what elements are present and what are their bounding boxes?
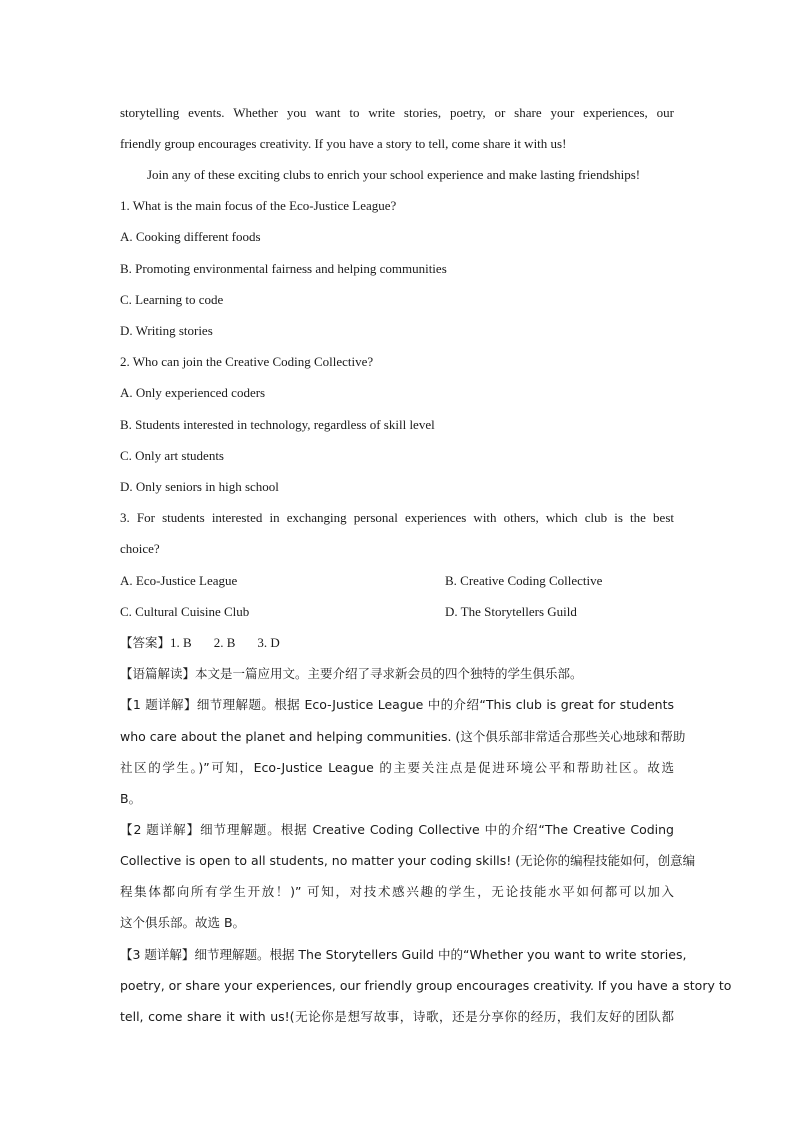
question-2-option-d: D. Only seniors in high school [120,479,279,494]
detail-3-line-2: poetry, or share your experiences, our friendly group encourages creativity. If you have a story to [120,978,732,993]
interpretation-line [120,666,674,682]
question-1-option-d: D. Writing stories [120,323,213,338]
detail-1-line-3: 社区的学生。)”可知，Eco-Justice League 的主要关注点是促进环境公平和帮助社区。故选 [120,760,674,775]
question-3-option-a: A. Eco-Justice League [120,573,238,588]
question-3-option-c: C. Cultural Cuisine Club [120,604,250,619]
question-2-option-b: B. Students interested in technology, regardless of skill level [120,417,435,432]
detail-3-text-1: 细节理解题。根据 The Storytellers Guild 中的“Whether you want to write stories, [194,947,687,962]
detail-3-line-1 [120,947,687,963]
answer-2: 2. B [213,635,236,650]
passage-line-2: friendly group encourages creativity. If you have a story to tell, come share it with us! [120,136,567,151]
detail-3-line-3: tell, come share it with us!(无论你是想写故事，诗歌，还是分享你的经历，我们友好的团队都 [120,1009,674,1024]
question-3-stem-cont: choice? [120,541,160,556]
answer-tag: 【答案】 [120,635,171,650]
interpretation-tag: 【语篇解读】 [120,666,196,681]
question-1-option-a: A. Cooking different foods [120,229,261,244]
question-3-stem: 3. For students interested in exchanging personal experiences with others, which club is the best [120,510,674,525]
detail-2-line-4: 这个俱乐部。故选 B。 [120,915,246,930]
question-2-option-c: C. Only art students [120,448,224,463]
question-3-option-d: D. The Storytellers Guild [445,604,577,619]
detail-2-line-2: Collective is open to all students, no matter your coding skills! (无论你的编程技能如何，创意编 [120,853,696,868]
detail-1-text-1: 细节理解题。根据 Eco-Justice League 中的介绍“This club is great for students [196,697,674,712]
detail-1-line-2: who care about the planet and helping communities. (这个俱乐部非常适合那些关心地球和帮助 [120,729,686,744]
question-2-option-a: A. Only experienced coders [120,385,266,400]
answer-3: 3. D [257,635,280,650]
detail-2-line-3: 程集体都向所有学生开放！)” 可知，对技术感兴趣的学生，无论技能水平如何都可以加入 [120,884,674,899]
detail-2-line-1 [120,822,674,838]
interpretation-text: 本文是一篇应用文。主要介绍了寻求新会员的四个独特的学生俱乐部。 [195,666,583,681]
question-1-option-c: C. Learning to code [120,292,224,307]
answer-1: 1. B [170,635,192,650]
passage-line-1: storytelling events. Whether you want to write stories, poetry, or share your experiences, our [120,105,674,120]
detail-2-text-1: 细节理解题。根据 Creative Coding Collective 中的介绍“The Creative Coding [200,822,674,837]
detail-3-tag: 【3 题详解】 [120,947,195,962]
question-1-stem: 1. What is the main focus of the Eco-Justice League? [120,198,397,213]
detail-2-tag: 【2 题详解】 [120,822,201,837]
detail-1-tag: 【1 题详解】 [120,697,197,712]
question-2-stem: 2. Who can join the Creative Coding Collective? [120,354,374,369]
passage-closing: Join any of these exciting clubs to enrich your school experience and make lasting friendships! [147,167,641,182]
question-3-option-b: B. Creative Coding Collective [445,573,603,588]
detail-1-line-4: B。 [120,791,142,806]
answer-line [120,635,674,651]
question-1-option-b: B. Promoting environmental fairness and helping communities [120,261,447,276]
detail-1-line-1 [120,697,674,713]
